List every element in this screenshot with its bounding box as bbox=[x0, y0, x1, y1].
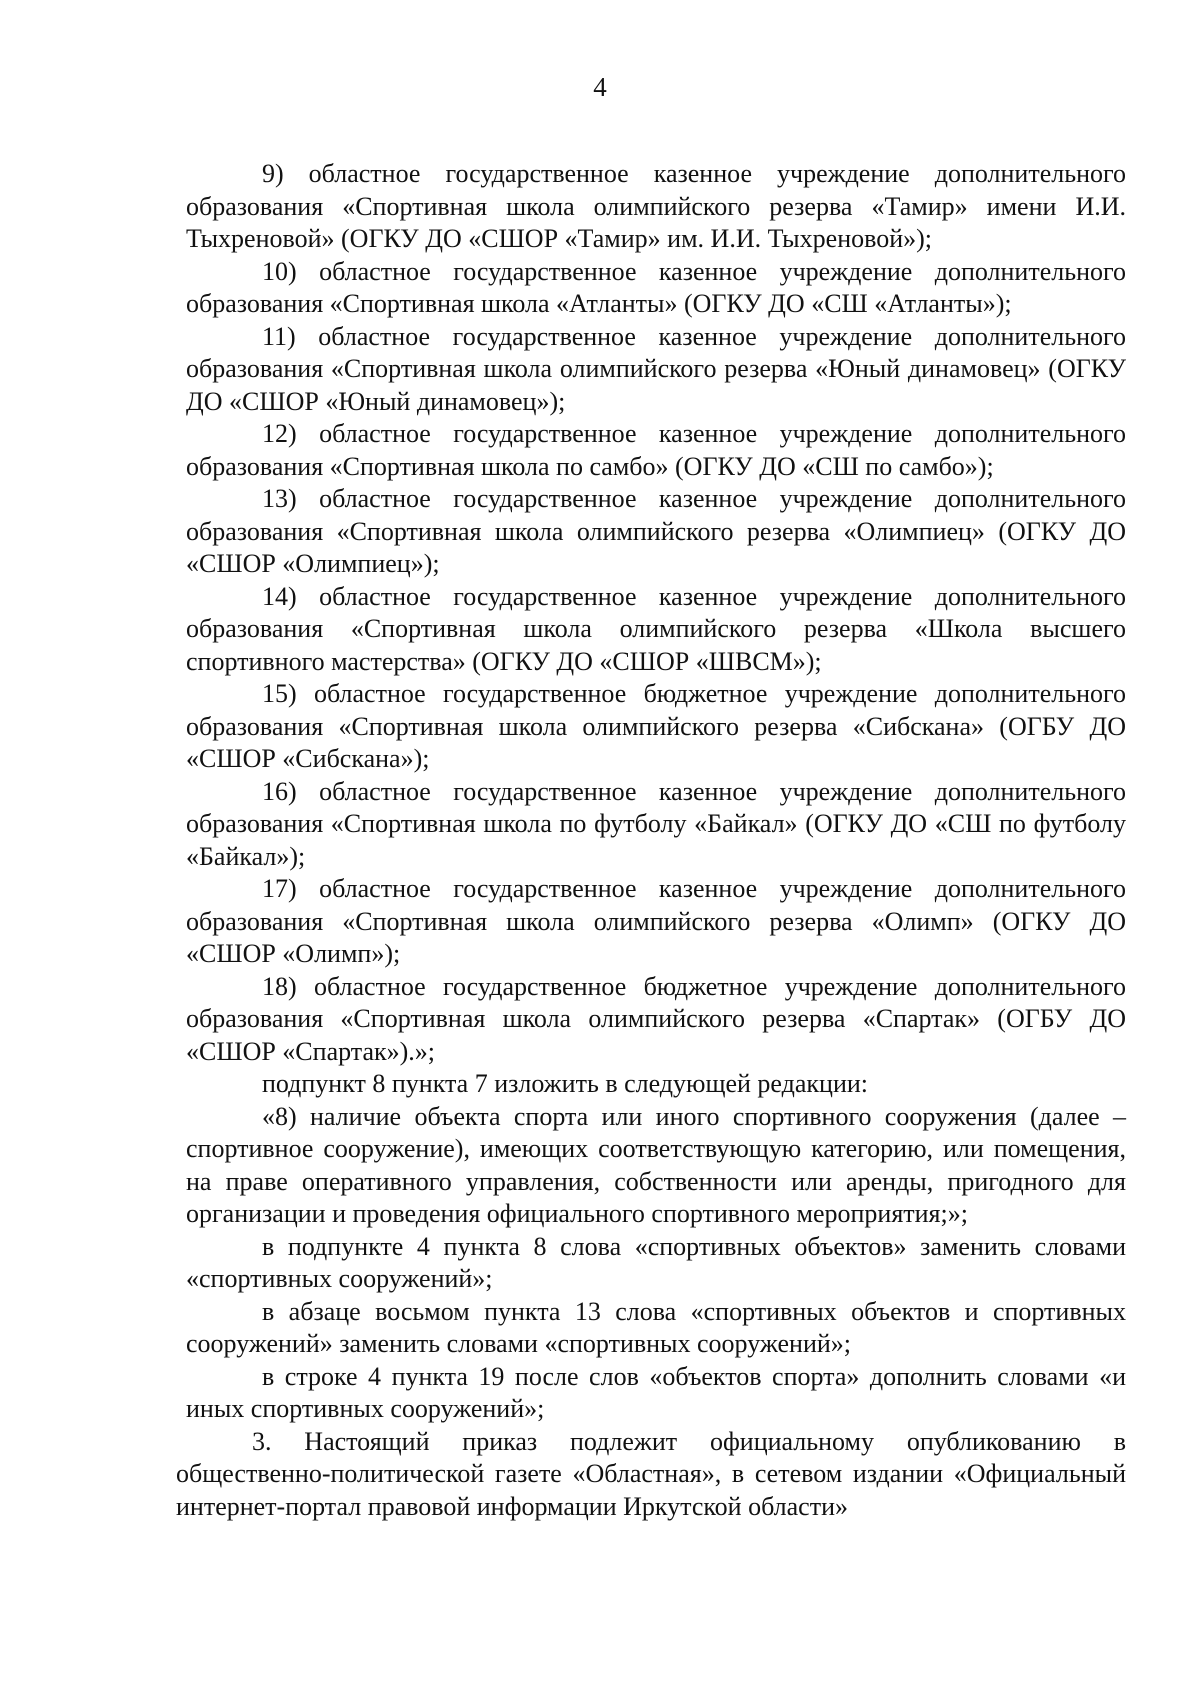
paragraph-item-9: 9) областное государственное казенное учреждение дополнительного образования «Спортивная школа олимпийского резерва «Тамир» имени И.И. Тыхреновой» (ОГКУ ДО «СШОР «Тамир» им. И.И. Тыхреновой»); bbox=[186, 159, 1126, 253]
paragraph-item-11: 11) областное государственное казенное учреждение дополнительного образования «Спортивная школа олимпийского резерва «Юный динамовец» (ОГКУ ДО «СШОР «Юный динамовец»); bbox=[186, 321, 1126, 416]
paragraph-amendment-point-8: в подпункте 4 пункта 8 слова «спортивных объектов» заменить словами «спортивных сооружений»; bbox=[186, 1231, 1126, 1293]
paragraph-item-14: 14) областное государственное казенное учреждение дополнительного образования «Спортивная школа олимпийского резерва «Школа высшего спортивного мастерства» (ОГКУ ДО «СШОР «ШВСМ»); bbox=[186, 581, 1126, 676]
paragraph-amendment-subitem-8: «8) наличие объекта спорта или иного спортивного сооружения (далее – спортивное сооружение), имеющих соответствующую категорию, или помещения, на праве оперативного управления, собственности или аренды, пригодного для организации и проведения официального спортивного мероприятия;»; bbox=[186, 1101, 1126, 1228]
paragraph-amendment-point-13: в абзаце восьмом пункта 13 слова «спортивных объектов и спортивных сооружений» заменить словами «спортивных сооружений»; bbox=[186, 1296, 1126, 1358]
document-body bbox=[176, 158, 1126, 1523]
paragraph-item-16: 16) областное государственное казенное учреждение дополнительного образования «Спортивная школа по футболу «Байкал» (ОГКУ ДО «СШ по футболу «Байкал»); bbox=[186, 776, 1126, 871]
paragraph-item-15: 15) областное государственное бюджетное учреждение дополнительного образования «Спортивная школа олимпийского резерва «Сибскана» (ОГБУ ДО «СШОР «Сибскана»); bbox=[186, 679, 1126, 773]
page-number: 4 bbox=[593, 72, 607, 102]
paragraph-item-18: 18) областное государственное бюджетное учреждение дополнительного образования «Спортивная школа олимпийского резерва «Спартак» (ОГБУ ДО «СШОР «Спартак»).»; bbox=[186, 971, 1126, 1066]
paragraph-item-13: 13) областное государственное казенное учреждение дополнительного образования «Спортивная школа олимпийского резерва «Олимпиец» (ОГКУ ДО «СШОР «Олимпиец»); bbox=[186, 484, 1126, 578]
paragraph-publication-clause: 3. Настоящий приказ подлежит официальному опубликованию в общественно-политической газете «Областная», в сетевом издании «Официальный интернет-портал правовой информации Иркутской области» bbox=[176, 1426, 1126, 1521]
paragraph-item-10: 10) областное государственное казенное учреждение дополнительного образования «Спортивная школа «Атланты» (ОГКУ ДО «СШ «Атланты»); bbox=[186, 256, 1126, 318]
paragraph-item-17: 17) областное государственное казенное учреждение дополнительного образования «Спортивная школа олимпийского резерва «Олимп» (ОГКУ ДО «СШОР «Олимп»); bbox=[186, 874, 1126, 968]
paragraph-amendment-intro: подпункт 8 пункта 7 изложить в следующей редакции: bbox=[262, 1069, 868, 1098]
paragraph-amendment-point-19: в строке 4 пункта 19 после слов «объектов спорта» дополнить словами «и иных спортивных сооружений»; bbox=[186, 1361, 1126, 1423]
paragraph-item-12: 12) областное государственное казенное учреждение дополнительного образования «Спортивная школа по самбо» (ОГКУ ДО «СШ по самбо»); bbox=[186, 419, 1126, 481]
